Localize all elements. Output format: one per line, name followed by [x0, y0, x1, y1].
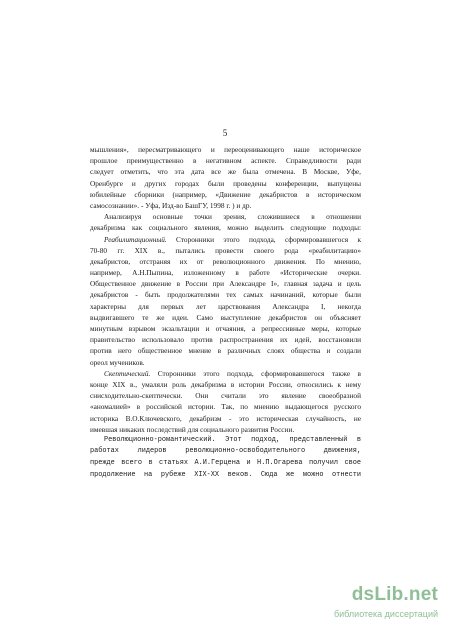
text-line: ореол мучеников. — [90, 357, 145, 367]
paragraph-intro — [90, 144, 361, 211]
text-line: выдвигавшего те же идеи. Само выступление декабристов он объясняет — [90, 312, 361, 322]
text-line: снисходительно-скептически. Они считали это явление своеобразной — [90, 391, 361, 401]
text-line: Оренбурге и других городах были проведены конференции, выпущены — [90, 178, 361, 188]
text-line: имевшая никаких последствий для социального развития России. — [90, 424, 295, 434]
text-line: прошлое преимущественно в негативном аспекте. Справедливости ради — [90, 156, 361, 166]
text-line: декабристов - быть продолжателями тех самых начинаний, которые были — [90, 290, 361, 300]
paragraph-skeptical — [90, 368, 361, 435]
text-line: Анализируя основные точки зрения, сложившиеся в отношении — [104, 212, 361, 222]
text-line: декабристов, отстраняя их от революционного движения. По мнению, — [90, 256, 361, 266]
text-line: декабризма как социального явления, можно выделить следующие подходы: — [90, 223, 361, 233]
text-line: «аномалией» в российской истории. Так, по мнению выдающегося русского — [90, 402, 361, 412]
text-line: Скептический. Сторонники этого подхода, сформировавшегося также в — [104, 368, 361, 378]
paragraph-rehabilitation — [90, 211, 361, 368]
text-line: историка В.О.Ключевского, декабризм - это историческая случайность, не — [90, 413, 361, 423]
text-line: следует отметить, что эта дата все же была отмечена. В Москве, Уфе, — [90, 167, 361, 177]
text-line: юбилейные сборники (например, «Движение декабристов в историческом — [90, 189, 361, 199]
text-line: минутным взрывом экзальтации и отчаяния, а репрессивные меры, которые — [90, 324, 361, 333]
text-line: конце XIX в., умаляли роль декабризма в истории России, относились к нему — [90, 379, 361, 389]
text-line: против него общественное мнение в различных слоях общества и создали — [90, 346, 361, 356]
text-line: мышления», пересматривающего и переоценивающего наше историческое — [90, 145, 361, 154]
watermark-tagline: библиотека диссертаций — [333, 609, 438, 619]
text-line: продолжение на рубеже XIX-XX веков. Сюда же можно отнести — [90, 470, 361, 479]
text-line: Общественное движение в России при Александре I», главная задача и цель — [90, 279, 361, 289]
text-line: характерны для первых лет царствования Александра I, некогда — [90, 301, 361, 311]
text-line: самосознании». - Уфа, Изд-во БашГУ, 1998 г. ) и др. — [90, 200, 252, 210]
watermark-logo: dsLib.net — [351, 584, 438, 605]
text-line: например, А.Н.Пыпина, изложенному в работе «Исторические очерки. — [90, 268, 361, 278]
text-line: правительство использовало против распространения их идей, восстановили — [90, 335, 361, 345]
document-body — [90, 144, 361, 481]
text-line: прежде всего в статьях А.И.Герцена и Н.П.Огарева получил свое — [90, 459, 361, 468]
text-line: Революционно-романтический. Этот подход, представленный в — [104, 435, 361, 444]
text-line: 70-80 гг. XIX в., пытались провести своего рода «реабилитацию» — [90, 245, 361, 255]
text-line: работах лидеров революционно-освободительного движения, — [90, 447, 361, 456]
page-number: 5 — [222, 128, 228, 138]
dslib-watermark — [320, 584, 438, 624]
text-line: Реабилитационный. Сторонники этого подхода, сформировавшегося к — [104, 234, 361, 244]
paragraph-revolutionary — [90, 435, 361, 481]
